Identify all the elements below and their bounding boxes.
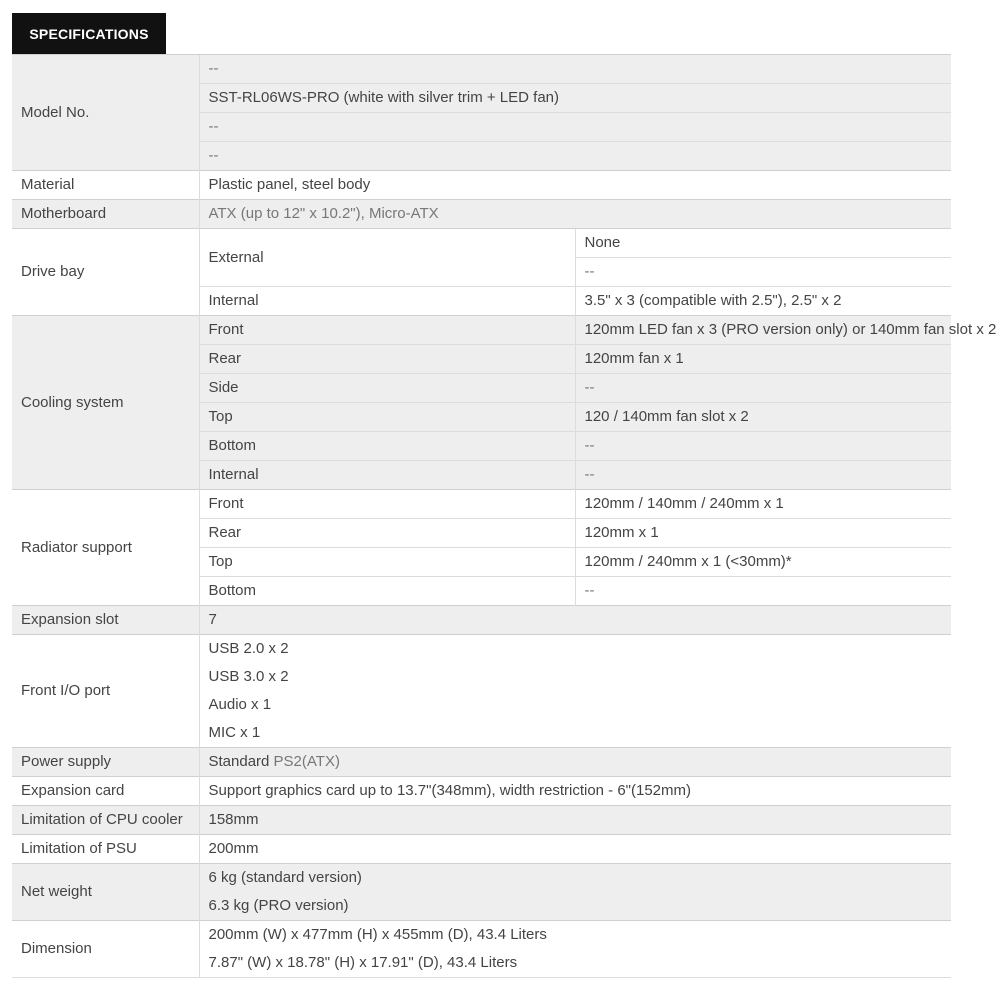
spec-label-psu: Limitation of PSU xyxy=(12,835,199,864)
table-row xyxy=(12,635,951,748)
spec-value: -- xyxy=(575,374,951,403)
spec-sublabel: Rear xyxy=(199,519,575,548)
spec-sublabel: Internal xyxy=(199,461,575,490)
spec-label-dimension: Dimension xyxy=(12,921,199,978)
spec-value: 120mm LED fan x 3 (PRO version only) or 140mm fan slot x 2 xyxy=(575,316,951,345)
spec-value: 120mm x 1 xyxy=(575,519,951,548)
specifications-table xyxy=(12,54,996,977)
table-bottom-border xyxy=(12,977,951,978)
spec-value: -- xyxy=(199,55,951,84)
front-io-item: MIC x 1 xyxy=(208,724,261,741)
spec-value: -- xyxy=(575,461,951,490)
spec-value xyxy=(199,635,951,748)
spec-value: 158mm xyxy=(199,806,951,835)
spec-value: None xyxy=(575,229,951,258)
table-row xyxy=(12,748,951,777)
spec-value: 200mm xyxy=(199,835,951,864)
table-row xyxy=(12,777,951,806)
spec-sublabel: Bottom xyxy=(199,432,575,461)
spec-label-cooling: Cooling system xyxy=(12,316,199,490)
table-row xyxy=(12,200,951,229)
table-row xyxy=(12,229,951,258)
spec-label-material: Material xyxy=(12,171,199,200)
table-row xyxy=(12,606,951,635)
table-row xyxy=(12,490,951,519)
spec-value xyxy=(199,200,951,229)
spec-value: 120mm / 140mm / 240mm x 1 xyxy=(575,490,951,519)
power-supply-type: PS2(ATX) xyxy=(273,753,340,770)
spec-value: -- xyxy=(575,258,951,287)
net-weight-item: 6 kg (standard version) xyxy=(208,869,362,886)
spec-sublabel: Side xyxy=(199,374,575,403)
front-io-item: Audio x 1 xyxy=(208,696,272,713)
spec-label-power-supply: Power supply xyxy=(12,748,199,777)
power-supply-prefix: Standard xyxy=(208,753,274,770)
spec-value: 7 xyxy=(199,606,951,635)
spec-value: SST-RL06WS-PRO (white with silver trim + LED fan) xyxy=(199,84,951,113)
table-row xyxy=(12,55,951,84)
front-io-item: USB 2.0 x 2 xyxy=(208,640,289,657)
spec-value: Support graphics card up to 13.7"(348mm), width restriction - 6"(152mm) xyxy=(199,777,951,806)
spec-label-model: Model No. xyxy=(12,55,199,171)
table-row xyxy=(12,864,951,921)
spec-value xyxy=(199,864,951,921)
spec-label-net-weight: Net weight xyxy=(12,864,199,921)
dimension-item: 200mm (W) x 477mm (H) x 455mm (D), 43.4 Liters xyxy=(208,926,547,943)
spec-value: 120mm fan x 1 xyxy=(575,345,951,374)
front-io-item: USB 3.0 x 2 xyxy=(208,668,289,685)
spec-label-expansion-slot: Expansion slot xyxy=(12,606,199,635)
spec-sublabel: Internal xyxy=(199,287,575,316)
spec-sublabel: Front xyxy=(199,490,575,519)
spec-value: -- xyxy=(575,432,951,461)
spec-value: -- xyxy=(199,113,951,142)
table-row xyxy=(12,835,951,864)
spec-sublabel: External xyxy=(199,229,575,287)
dimension-item: 7.87" (W) x 18.78" (H) x 17.91" (D), 43.4 Liters xyxy=(208,954,518,971)
spec-label-front-io: Front I/O port xyxy=(12,635,199,748)
spec-value: 3.5" x 3 (compatible with 2.5"), 2.5" x 2 xyxy=(575,287,951,316)
specifications-tab[interactable]: SPECIFICATIONS xyxy=(12,13,166,54)
spec-sublabel: Front xyxy=(199,316,575,345)
table-row xyxy=(12,806,951,835)
spec-label-radiator: Radiator support xyxy=(12,490,199,606)
spec-value: 120mm / 240mm x 1 (<30mm)* xyxy=(575,548,951,577)
spec-sublabel: Top xyxy=(199,403,575,432)
spec-value xyxy=(199,748,951,777)
spec-label-expansion-card: Expansion card xyxy=(12,777,199,806)
motherboard-microatx: Micro-ATX xyxy=(364,205,439,222)
spec-value: Plastic panel, steel body xyxy=(199,171,951,200)
spec-value: 120 / 140mm fan slot x 2 xyxy=(575,403,951,432)
table-row xyxy=(12,921,951,978)
spec-label-drive-bay: Drive bay xyxy=(12,229,199,316)
spec-value: -- xyxy=(199,142,951,171)
spec-label-motherboard: Motherboard xyxy=(12,200,199,229)
net-weight-item: 6.3 kg (PRO version) xyxy=(208,897,349,914)
spec-sublabel: Bottom xyxy=(199,577,575,606)
spec-sublabel: Rear xyxy=(199,345,575,374)
table-row xyxy=(12,171,951,200)
spec-value xyxy=(199,921,951,978)
table-row xyxy=(12,316,951,345)
spec-value: -- xyxy=(575,577,951,606)
motherboard-atx: ATX (up to 12" x 10.2"), xyxy=(208,205,365,222)
spec-label-cpu-cooler: Limitation of CPU cooler xyxy=(12,806,199,835)
spec-sublabel: Top xyxy=(199,548,575,577)
